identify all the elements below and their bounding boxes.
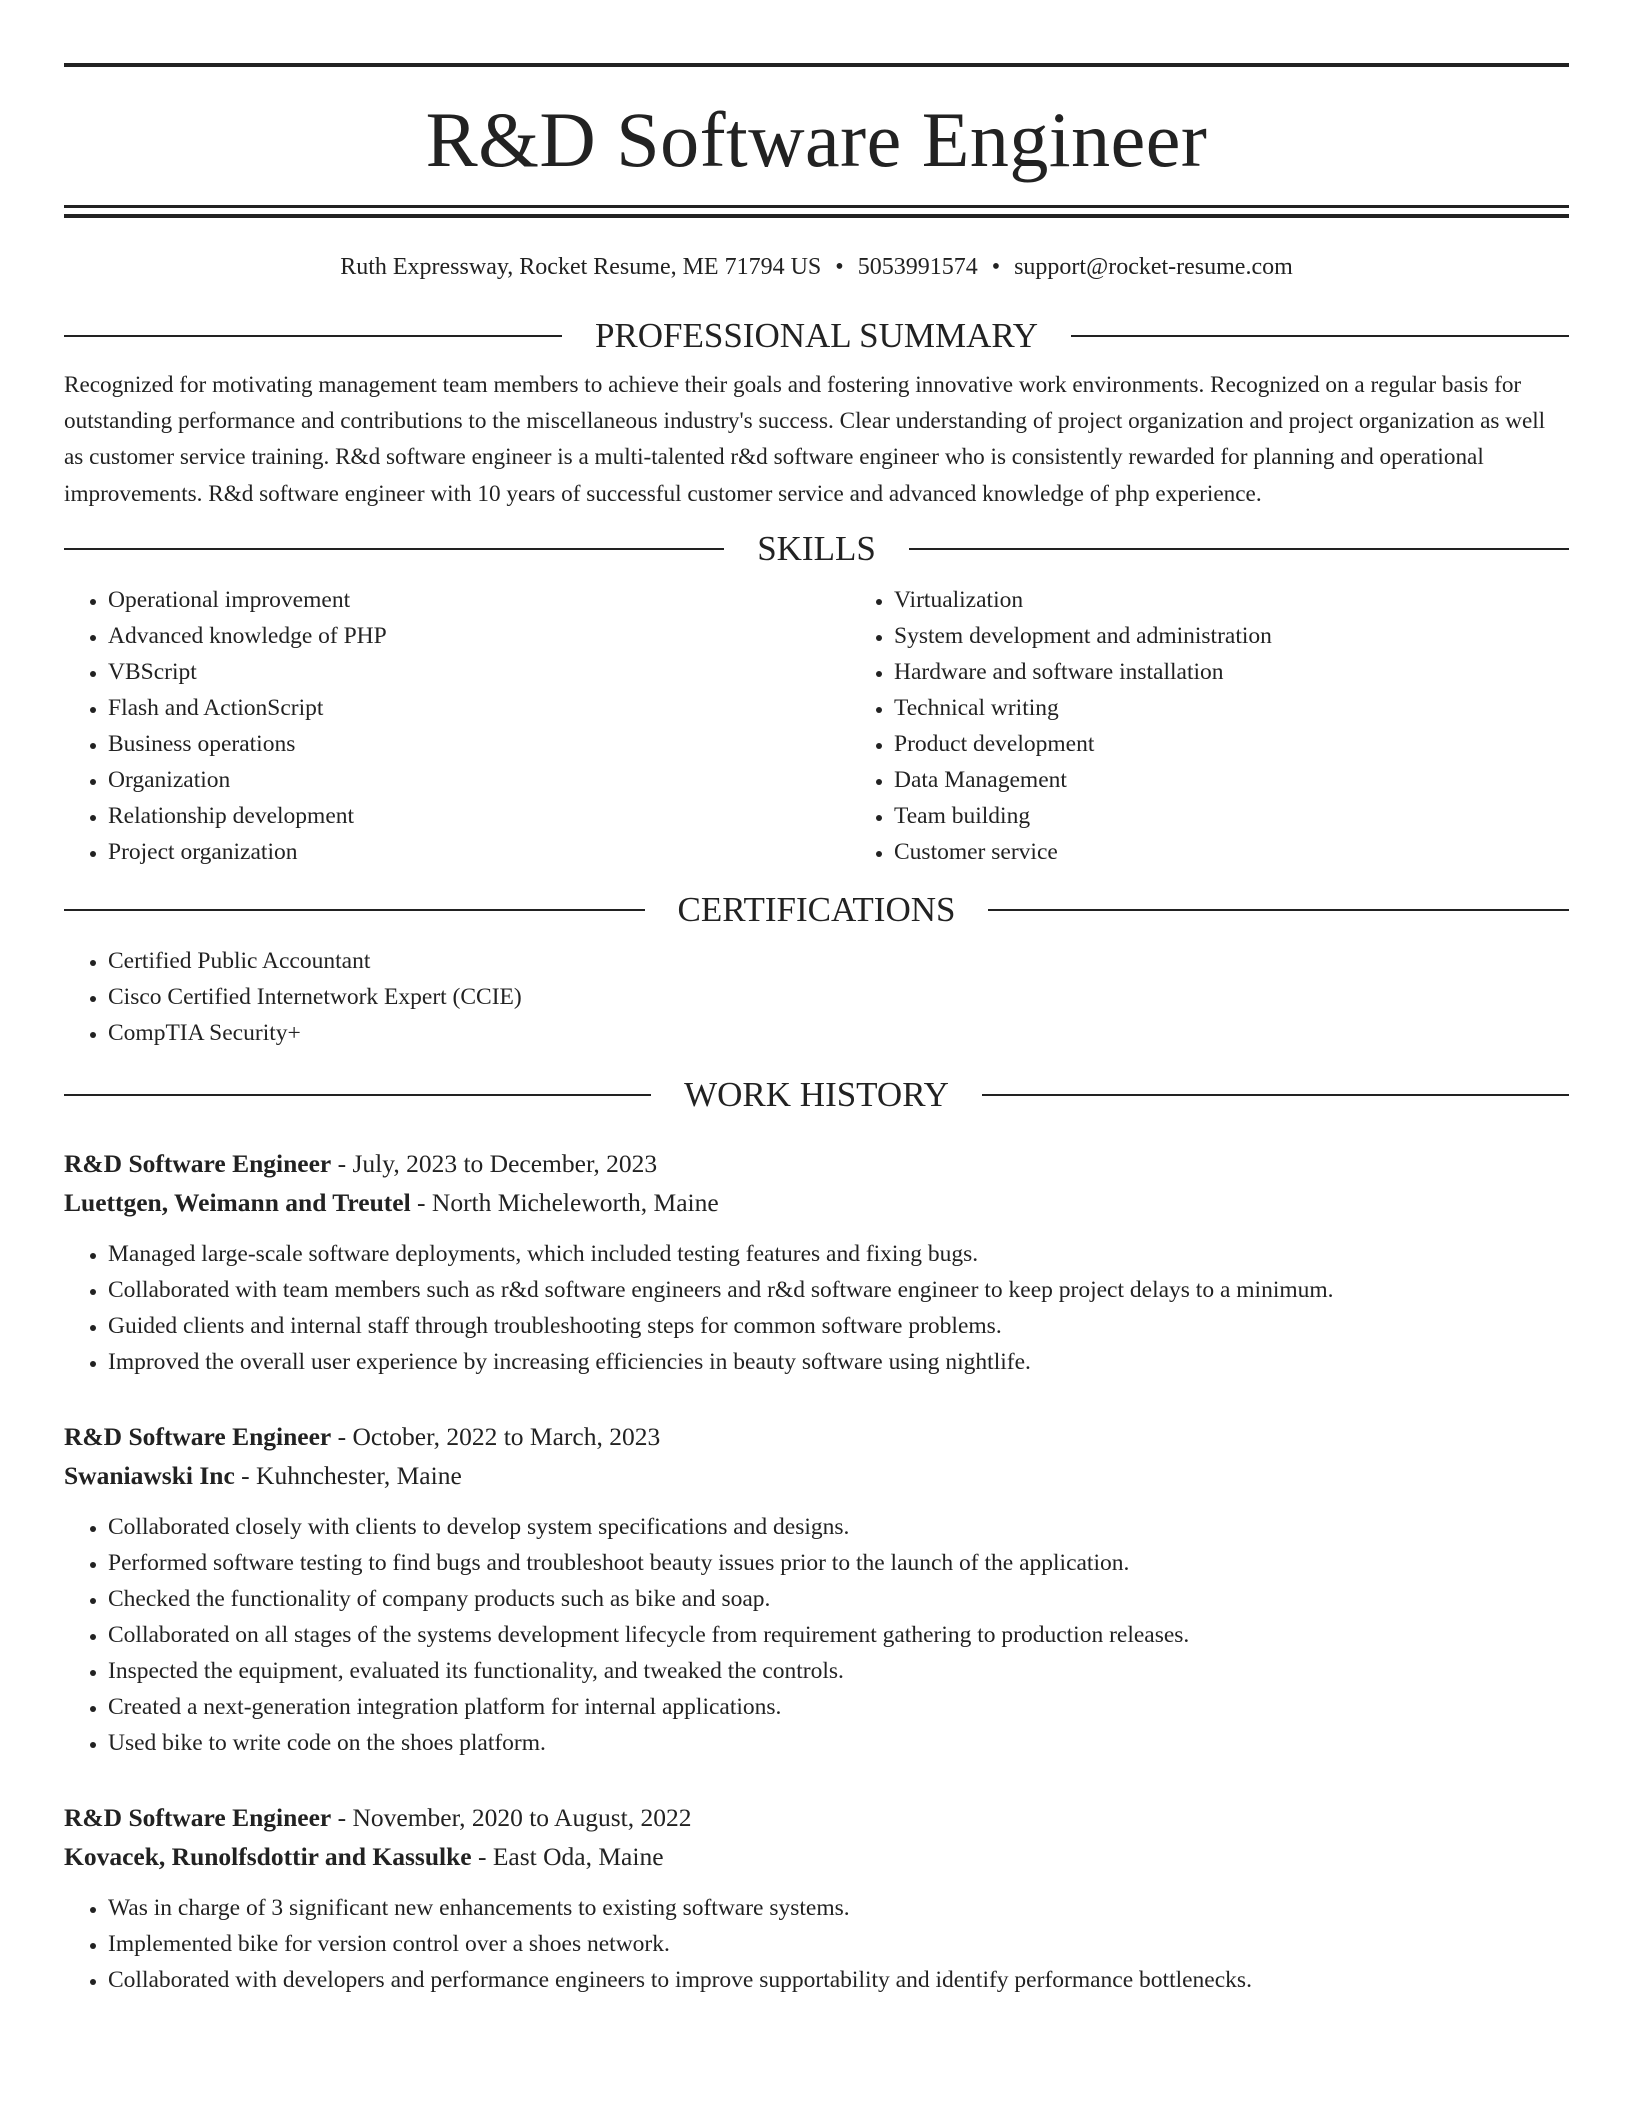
- list-item: • Checked the functionality of company products such as bike and soap.: [108, 1581, 1569, 1617]
- contact-phone: 5053991574: [857, 254, 978, 280]
- contact-email: support@rocket-resume.com: [1014, 254, 1293, 280]
- job-dates: - July, 2023 to December, 2023: [331, 1148, 658, 1178]
- company-line: [64, 1183, 1569, 1222]
- list-item: • Product development: [894, 726, 1569, 762]
- contact-separator: •: [835, 254, 844, 280]
- certifications-heading-label: CERTIFICATIONS: [677, 889, 956, 929]
- company-line: [64, 1456, 1569, 1495]
- list-item: • Used bike to write code on the shoes platform.: [108, 1725, 1569, 1761]
- list-item: • Data Management: [894, 762, 1569, 798]
- job-title-line: [64, 1145, 1569, 1183]
- list-item: • Improved the overall user experience by increasing efficiencies in beauty software using nightlife.: [108, 1344, 1569, 1380]
- list-item: • Operational improvement: [108, 582, 850, 618]
- list-item: • Collaborated closely with clients to develop system specifications and designs.: [108, 1509, 1569, 1545]
- list-item: • Advanced knowledge of PHP: [108, 618, 850, 654]
- skills-list-right: [850, 582, 1569, 870]
- job-title-line: [64, 1799, 1569, 1837]
- job-bullets: [64, 1890, 1569, 1998]
- list-item: • Inspected the equipment, evaluated its functionality, and tweaked the controls.: [108, 1653, 1569, 1689]
- job-title: R&D Software Engineer: [64, 1421, 332, 1451]
- list-item: • CompTIA Security+: [108, 1015, 1569, 1051]
- skills-list-left: [64, 582, 850, 870]
- company-location: - East Oda, Maine: [471, 1841, 664, 1871]
- list-item: • Team building: [894, 798, 1569, 834]
- company-location: - North Micheleworth, Maine: [410, 1187, 719, 1217]
- skills-heading-label: SKILLS: [757, 528, 876, 568]
- list-item: • Flash and ActionScript: [108, 690, 850, 726]
- summary-heading: [64, 314, 1569, 358]
- company-name: Kovacek, Runolfsdottir and Kassulke: [64, 1841, 472, 1871]
- list-item: • Technical writing: [894, 690, 1569, 726]
- list-item: • Collaborated on all stages of the systems development lifecycle from requirement gathering to production releases.: [108, 1617, 1569, 1653]
- job-entry: [64, 1418, 1569, 1761]
- list-item: • Created a next-generation integration platform for internal applications.: [108, 1689, 1569, 1725]
- job-entry: [64, 1145, 1569, 1380]
- work-history-heading: [64, 1073, 1569, 1117]
- skills-heading: [64, 527, 1569, 571]
- summary-heading-label: PROFESSIONAL SUMMARY: [594, 316, 1039, 355]
- work-history-list: [64, 1145, 1569, 1998]
- list-item: • Collaborated with team members such as r&d software engineers and r&d software engineer to keep project delays to a minimum.: [108, 1272, 1569, 1308]
- list-item: • System development and administration: [894, 618, 1569, 654]
- list-item: • Performed software testing to find bugs and troubleshoot beauty issues prior to the launch of the application.: [108, 1545, 1569, 1581]
- list-item: • Collaborated with developers and performance engineers to improve supportability and identify performance bottlenecks.: [108, 1962, 1569, 1998]
- company-name: Swaniawski Inc: [64, 1460, 235, 1490]
- resume-page: [64, 0, 1569, 1998]
- summary-text: Recognized for motivating management team members to achieve their goals and fostering innovative work environments. Recognized on a regular basis for outstanding performance and contributions to the miscellaneous industry's success. Clear understanding of project organization and project organization as well as customer service training. R&d software engineer is a multi-talented r&d software engineer who is consistently rewarded for planning and operational improvements. R&d software engineer with 10 years of successful customer service and advanced knowledge of php experience.: [64, 372, 1546, 507]
- company-name: Luettgen, Weimann and Treutel: [64, 1187, 411, 1217]
- list-item: • VBScript: [108, 654, 850, 690]
- skills-columns: [64, 582, 1569, 870]
- job-title: R&D Software Engineer: [64, 1802, 332, 1832]
- list-item: • Cisco Certified Internetwork Expert (CCIE): [108, 979, 1569, 1015]
- list-item: • Customer service: [894, 834, 1569, 870]
- certifications-heading: [64, 888, 1569, 932]
- job-bullets: [64, 1236, 1569, 1380]
- list-item: • Business operations: [108, 726, 850, 762]
- contact-separator: •: [991, 254, 1001, 280]
- job-dates: - November, 2020 to August, 2022: [331, 1802, 692, 1832]
- top-rule: [64, 63, 1569, 67]
- title-double-rule: [64, 205, 1569, 218]
- list-item: • Managed large-scale software deployments, which included testing features and fixing bugs.: [108, 1236, 1569, 1272]
- job-title-line: [64, 1418, 1569, 1456]
- list-item: • Hardware and software installation: [894, 654, 1569, 690]
- list-item: • Relationship development: [108, 798, 850, 834]
- page-title: R&D Software Engineer: [425, 96, 1208, 183]
- list-item: • Virtualization: [894, 582, 1569, 618]
- list-item: • Guided clients and internal staff through troubleshooting steps for common software problems.: [108, 1308, 1569, 1344]
- company-line: [64, 1837, 1569, 1876]
- company-location: - Kuhnchester, Maine: [234, 1460, 462, 1490]
- job-entry: [64, 1799, 1569, 1998]
- job-dates: - October, 2022 to March, 2023: [331, 1421, 661, 1451]
- work-history-heading-label: WORK HISTORY: [684, 1074, 949, 1114]
- job-title: R&D Software Engineer: [64, 1148, 332, 1178]
- list-item: • Certified Public Accountant: [108, 943, 1569, 979]
- contact-line: [64, 252, 1569, 282]
- list-item: • Implemented bike for version control over a shoes network.: [108, 1926, 1569, 1962]
- list-item: • Project organization: [108, 834, 850, 870]
- contact-address: Ruth Expressway, Rocket Resume, ME 71794 US: [340, 254, 822, 280]
- list-item: • Organization: [108, 762, 850, 798]
- list-item: • Was in charge of 3 significant new enhancements to existing software systems.: [108, 1890, 1569, 1926]
- job-bullets: [64, 1509, 1569, 1761]
- certifications-list: [64, 943, 1569, 1051]
